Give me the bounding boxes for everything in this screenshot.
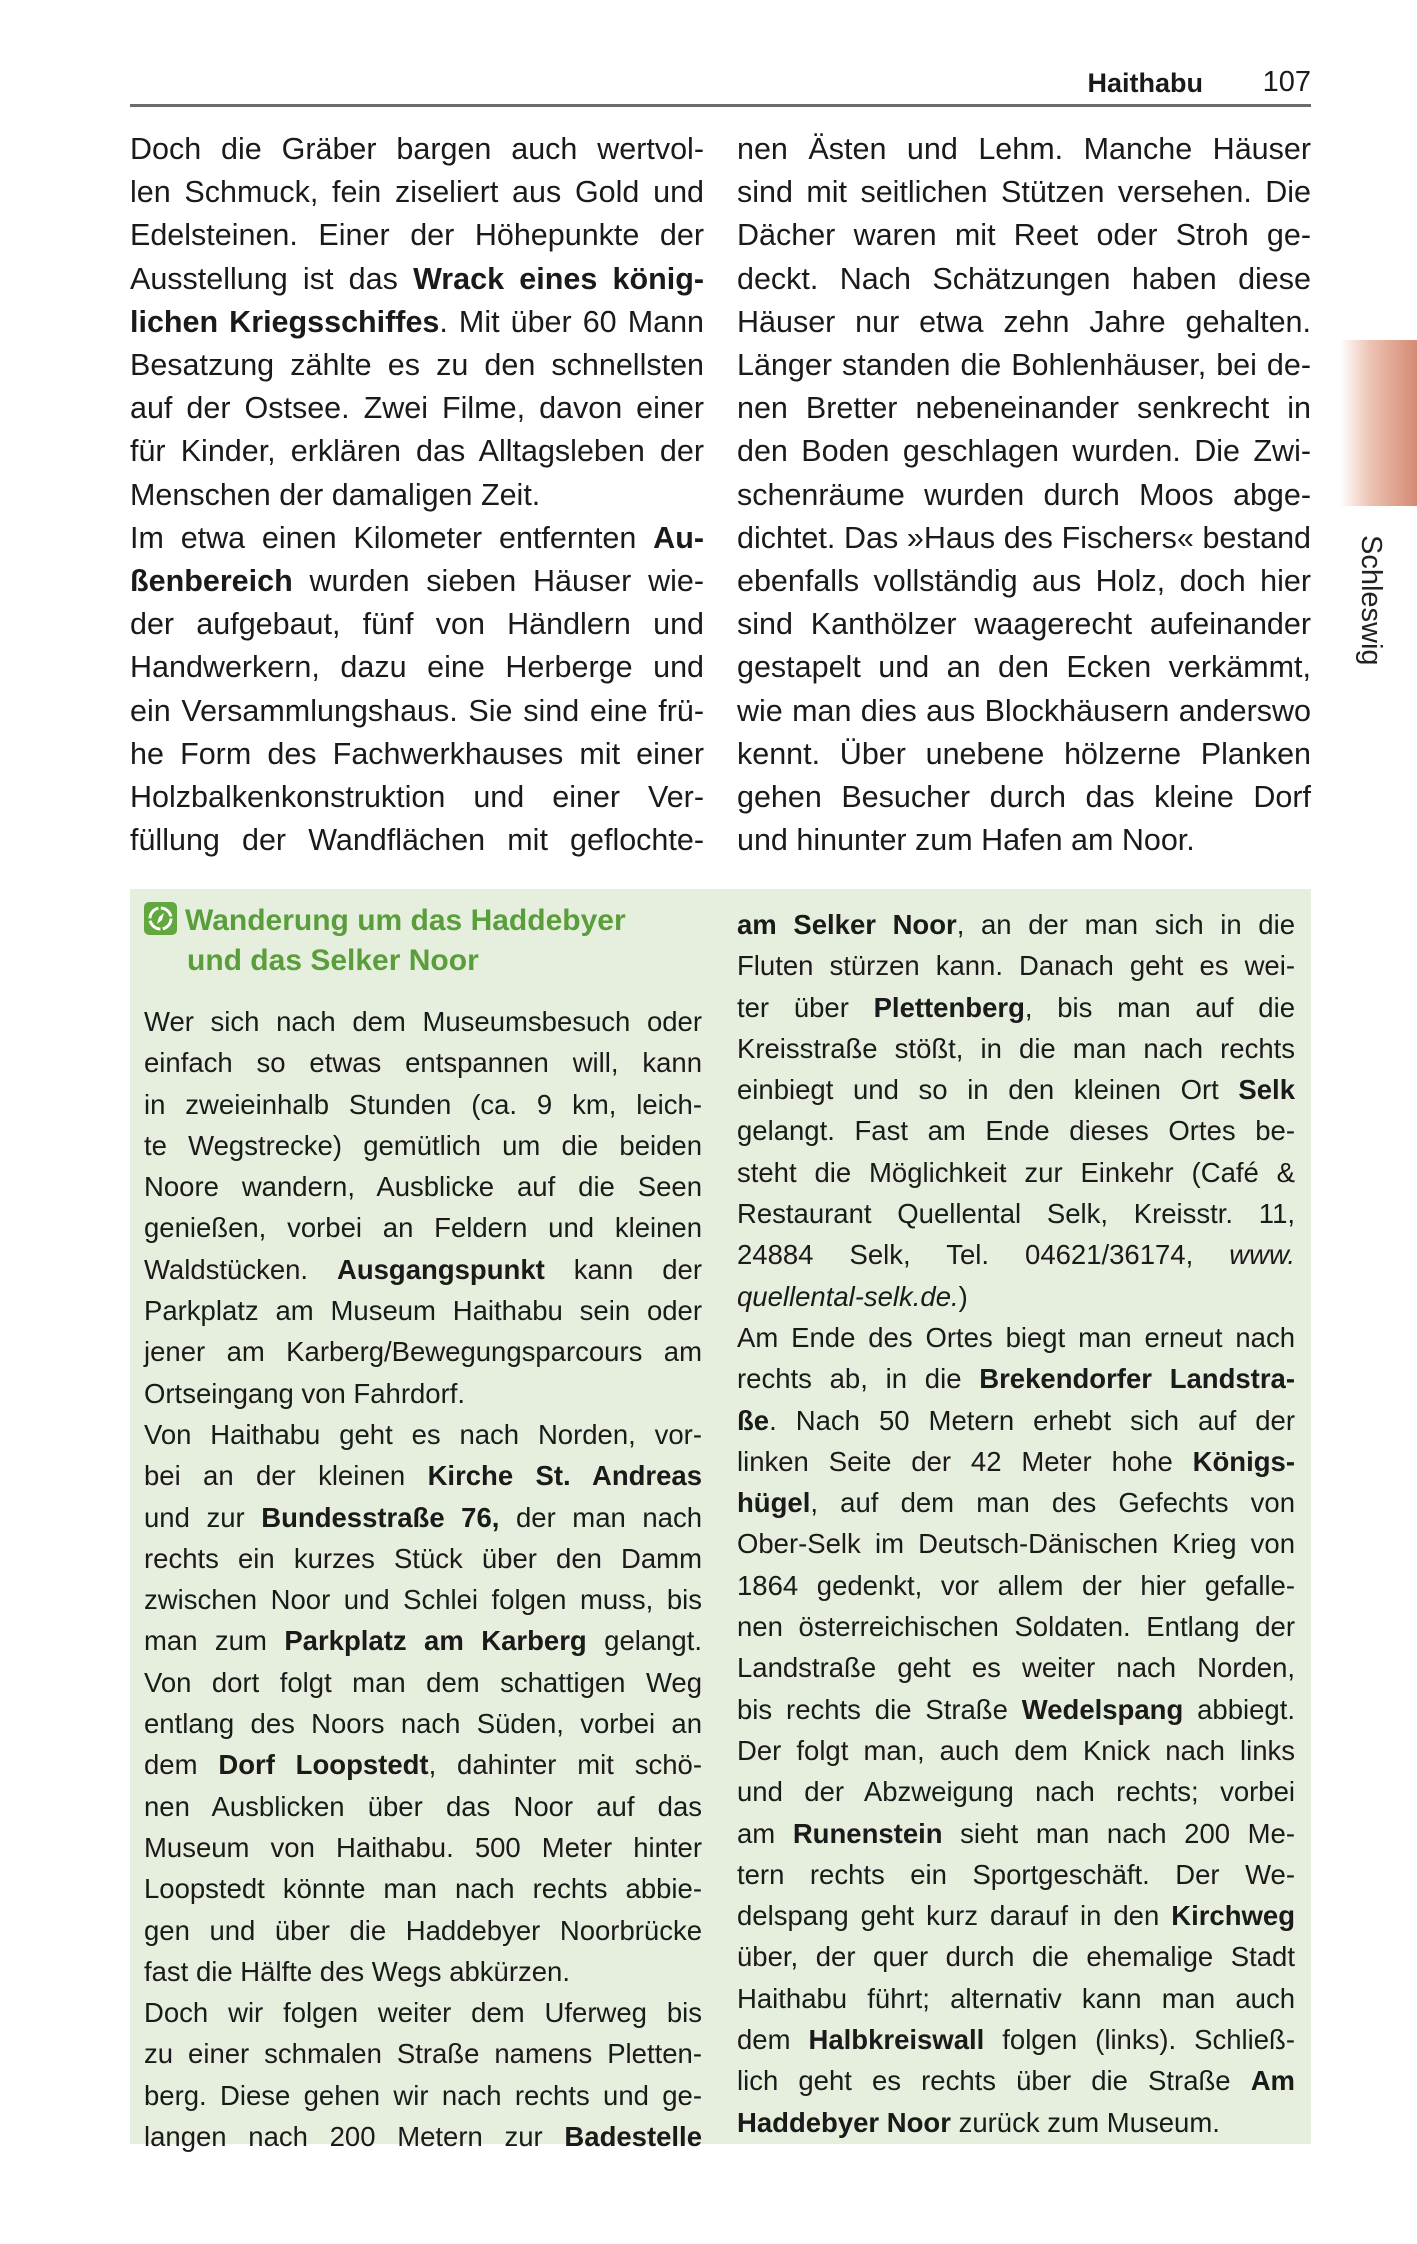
hiking-tip-right-column (737, 904, 1295, 2143)
bold-keyword: Kirchweg (1171, 1900, 1295, 1932)
bold-keyword: Plettenberg (873, 991, 1025, 1023)
text-line: Waldstücken. Ausgangspunkt kann der (144, 1253, 702, 1285)
text-line: man zum Parkplatz am Karberg gelangt. (144, 1625, 703, 1657)
bold-keyword: Bundesstraße 76, (261, 1501, 500, 1533)
text-line: nen Ausblicken über das Noor auf das (144, 1790, 702, 1822)
text-line: entlang des Noors nach Süden, vorbei an (144, 1708, 702, 1740)
website-link-text: www. (1229, 1239, 1295, 1271)
text-line: Der folgt man, auch dem Knick nach links (737, 1734, 1295, 1766)
bold-keyword: ßenbereich (130, 564, 293, 599)
text-line: te Wegstrecke) gemütlich um die beiden (144, 1129, 702, 1161)
text-line: Ortseingang von Fahrdorf. (144, 1377, 466, 1409)
text-line: Edelsteinen. Einer der Höhepunkte der (130, 218, 704, 253)
text-line: dem Halbkreiswall folgen (links). Schließ- (737, 2024, 1295, 2056)
text-line: auf der Ostsee. Zwei Filme, davon einer (130, 391, 704, 426)
text-line: einfach so etwas entspannen will, kann (144, 1047, 702, 1079)
text-line: Kreisstraße stößt, in die man nach rechts (737, 1032, 1295, 1064)
hiking-tip-box (130, 889, 1311, 2153)
text-line: Landstraße geht es weiter nach Norden, (737, 1652, 1295, 1684)
text-line: Holzbalkenkonstruktion und einer Ver- (130, 780, 704, 815)
text-line: wie man dies aus Blockhäusern anderswo (737, 693, 1311, 728)
hiking-tip-title-line2: und das Selker Noor (187, 944, 479, 977)
text-line: Dächer waren mit Reet oder Stroh ge- (737, 218, 1311, 253)
page-number: 107 (1262, 66, 1311, 98)
text-line: nen österreichischen Soldaten. Entlang der (737, 1611, 1295, 1643)
text-line: 1864 gedenkt, vor allem der hier gefalle- (737, 1569, 1295, 1601)
text-line: tern rechts ein Sportgeschäft. Der We- (737, 1858, 1295, 1890)
text-line: und hinunter zum Hafen am Noor. (737, 823, 1195, 858)
running-header (130, 58, 1311, 107)
bold-keyword: am Selker Noor (737, 909, 957, 940)
text-line: dichtet. Das »Haus des Fischers« bestand (737, 520, 1311, 555)
text-line: lichen Kriegsschiffes. Mit über 60 Mann (130, 304, 704, 339)
text-line: Doch die Gräber bargen auch wertvol- (130, 132, 704, 166)
text-line: hügel, auf dem man des Gefechts von (737, 1487, 1295, 1519)
bold-keyword: Wedelspang (1021, 1693, 1184, 1725)
bold-keyword: Am (1250, 2065, 1295, 2097)
bold-keyword: Parkplatz am Karberg (284, 1625, 587, 1657)
text-line: kennt. Über unebene hölzerne Planken (737, 736, 1311, 771)
chapter-label: Schleswig (1355, 535, 1387, 666)
text-line: dem Dorf Loopstedt, dahinter mit schö- (144, 1749, 702, 1781)
text-line: Noore wandern, Ausblicke auf die Seen (144, 1171, 702, 1203)
text-line: gelangt. Fast am Ende dieses Ortes be- (737, 1115, 1295, 1147)
text-line: genießen, vorbei an Feldern und kleinen (144, 1212, 702, 1244)
text-line: am Selker Noor, an der man sich in die (737, 909, 1295, 940)
text-line: der aufgebaut, fünf von Händlern und (130, 607, 704, 642)
main-text-right-column (737, 128, 1311, 862)
compass-icon (144, 902, 177, 935)
section-title: Haithabu (1087, 68, 1203, 98)
text-line: quellental-selk.de.) (737, 1280, 968, 1312)
bold-keyword: Haddebyer Noor (737, 2106, 951, 2138)
text-line: Häuser nur etwa zehn Jahre gehalten. (737, 304, 1311, 339)
text-line: Museum von Haithabu. 500 Meter hinter (144, 1831, 702, 1863)
text-line: am Runenstein sieht man nach 200 Me- (737, 1817, 1295, 1849)
bold-keyword: Halbkreiswall (808, 2024, 985, 2056)
text-line: füllung der Wandflächen mit geflochte- (130, 823, 704, 858)
bold-keyword: Wrack eines könig- (413, 261, 705, 296)
text-line: Fluten stürzen kann. Danach geht es wei- (737, 950, 1295, 982)
bold-keyword: ße (737, 1404, 770, 1436)
hiking-tip-title (144, 901, 626, 981)
text-line: und zur Bundesstraße 76, der man nach (144, 1501, 702, 1533)
text-line: ein Versammlungshaus. Sie sind eine frü- (130, 693, 704, 728)
text-line: bis rechts die Straße Wedelspang abbiegt. (737, 1693, 1295, 1725)
text-line: Im etwa einen Kilometer entfernten Au- (130, 520, 704, 555)
text-line: Haithabu führt; alternativ kann man auch (737, 1982, 1295, 2014)
text-line: Parkplatz am Museum Haithabu sein oder (144, 1295, 702, 1327)
text-line: Ober-Selk im Deutsch-Dänischen Krieg von (737, 1528, 1295, 1560)
text-line: bei an der kleinen Kirche St. Andreas (144, 1460, 702, 1492)
text-line: zu einer schmalen Straße namens Pletten- (144, 2038, 702, 2070)
text-line: Restaurant Quellental Selk, Kreisstr. 11, (737, 1198, 1295, 1230)
text-line: ße. Nach 50 Metern erhebt sich auf der (737, 1404, 1295, 1436)
bold-keyword: lichen Kriegsschiffes (130, 304, 440, 339)
text-line: für Kinder, erklären das Alltagsleben der (130, 434, 704, 469)
text-line: berg. Diese gehen wir nach rechts und ge- (144, 2079, 702, 2111)
text-line: he Form des Fachwerkhauses mit einer (130, 736, 704, 771)
text-line: Wer sich nach dem Museumsbesuch oder (144, 1006, 702, 1037)
text-line: einbiegt und so in den kleinen Ort Selk (737, 1074, 1295, 1106)
text-line: den Boden geschlagen wurden. Die Zwi- (737, 434, 1311, 469)
text-line: Länger standen die Bohlenhäuser, bei de- (737, 348, 1311, 383)
website-link-text: quellental-selk.de. (737, 1280, 959, 1312)
text-line: langen nach 200 Metern zur Badestelle (144, 2121, 702, 2153)
text-line: fast die Hälfte des Wegs abkürzen. (144, 1955, 570, 1987)
bold-keyword: hügel (737, 1487, 811, 1519)
text-line: gen und über die Haddebyer Noorbrücke (144, 1914, 702, 1946)
text-line: Ausstellung ist das Wrack eines könig- (130, 261, 705, 296)
bold-keyword: Ausgangspunkt (336, 1253, 545, 1285)
text-line: nen Bretter nebeneinander senkrecht in (737, 391, 1311, 426)
text-line: ßenbereich wurden sieben Häuser wie- (130, 564, 704, 599)
bold-keyword: Selk (1238, 1074, 1295, 1106)
bold-keyword: Brekendorfer Landstra- (979, 1363, 1295, 1395)
hiking-tip-title-line1: Wanderung um das Haddebyer (185, 904, 626, 937)
bold-keyword: Königs- (1192, 1445, 1295, 1477)
text-line: Handwerkern, dazu eine Herberge und (130, 650, 704, 685)
text-line: steht die Möglichkeit zur Einkehr (Café & (737, 1156, 1295, 1188)
hiking-tip-left-column (144, 1001, 702, 2157)
text-line: in zweieinhalb Stunden (ca. 9 km, leich- (144, 1088, 702, 1120)
bold-keyword: Kirche St. Andreas (427, 1460, 702, 1492)
text-line: rechts ein kurzes Stück über den Damm (144, 1542, 702, 1574)
text-line: über, der quer durch die ehemalige Stadt (737, 1941, 1295, 1973)
text-line: 24884 Selk, Tel. 04621/36174, www. (737, 1239, 1295, 1271)
text-line: Von Haithabu geht es nach Norden, vor- (144, 1418, 702, 1450)
text-line: delspang geht kurz darauf in den Kirchweg (737, 1900, 1295, 1932)
bold-keyword: Badestelle (564, 2121, 702, 2153)
text-line: Besatzung zählte es zu den schnellsten (130, 348, 704, 383)
text-line: rechts ab, in die Brekendorfer Landstra- (737, 1363, 1295, 1395)
text-line: deckt. Nach Schätzungen haben diese (737, 261, 1311, 296)
text-line: Doch wir folgen weiter dem Uferweg bis (144, 1997, 702, 2029)
text-line: schenräume wurden durch Moos abge- (737, 477, 1311, 512)
text-line: nen Ästen und Lehm. Manche Häuser (737, 132, 1311, 166)
bold-keyword: Au- (653, 520, 704, 555)
text-line: sind mit seitlichen Stützen versehen. Die (737, 175, 1311, 210)
text-line: lich geht es rechts über die Straße Am (737, 2065, 1295, 2097)
chapter-thumb-tab (1340, 340, 1417, 506)
main-text-left-column (130, 128, 704, 862)
text-line: gestapelt und an den Ecken verkämmt, (737, 650, 1311, 685)
text-line: sind Kanthölzer waagerecht aufeinander (737, 607, 1311, 642)
text-line: Am Ende des Ortes biegt man erneut nach (737, 1321, 1295, 1353)
text-line: zwischen Noor und Schlei folgen muss, bis (144, 1584, 702, 1616)
text-line: len Schmuck, fein ziseliert aus Gold und (130, 175, 704, 210)
bold-keyword: Dorf Loopstedt (218, 1749, 429, 1781)
text-line: ebenfalls vollständig aus Holz, doch hier (737, 564, 1311, 599)
text-line: Menschen der damaligen Zeit. (130, 477, 541, 512)
text-line: linken Seite der 42 Meter hohe Königs- (737, 1445, 1295, 1477)
text-line: ter über Plettenberg, bis man auf die (737, 991, 1295, 1023)
bold-keyword: Runenstein (792, 1817, 943, 1849)
text-line: Loopstedt könnte man nach rechts abbie- (144, 1873, 702, 1905)
text-line: jener am Karberg/Bewegungsparcours am (144, 1336, 702, 1368)
text-line: Haddebyer Noor zurück zum Museum. (737, 2106, 1220, 2138)
text-line: Von dort folgt man dem schattigen Weg (144, 1666, 702, 1698)
text-line: und der Abzweigung nach rechts; vorbei (737, 1776, 1295, 1808)
text-line: gehen Besucher durch das kleine Dorf (737, 780, 1311, 815)
